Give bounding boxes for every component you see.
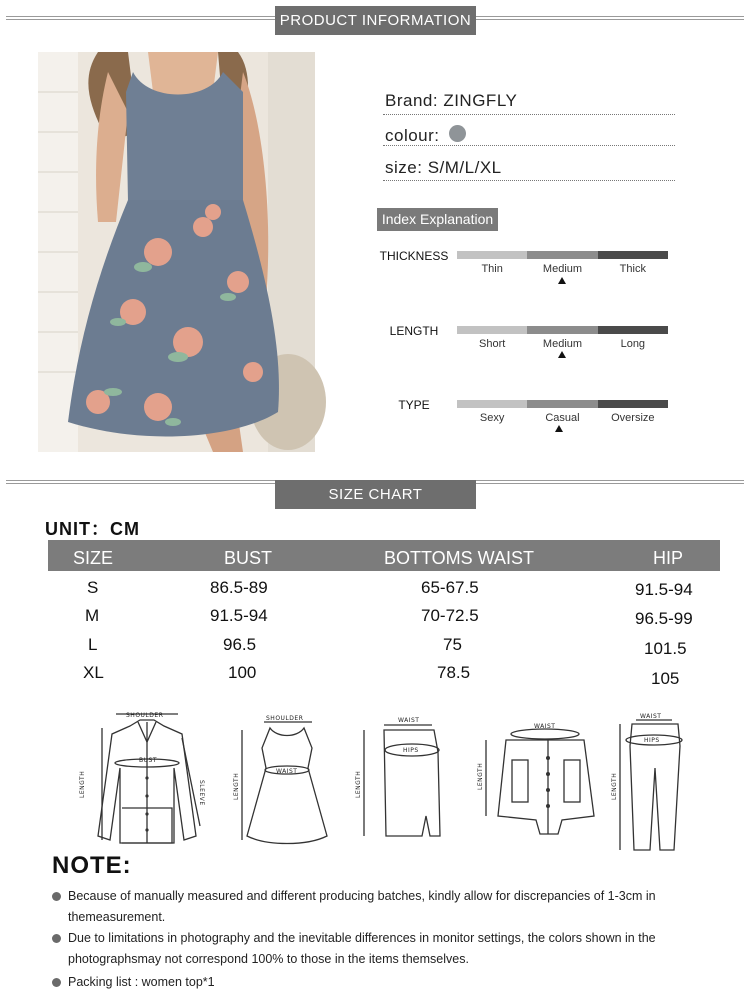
cell-hip: 101.5 [644,639,687,658]
shorts-diagram [478,708,606,853]
size-chart-banner: SIZE CHART [275,480,476,509]
table-row [48,578,720,606]
cell-bust: 86.5-89 [210,578,268,597]
thickness-seg-1 [457,251,527,259]
colour-label: colour: [385,126,440,145]
length-seg-2 [527,326,597,334]
cell-size: XL [83,663,104,682]
length-option-medium: Medium [542,338,583,350]
note-text: Due to limitations in photography and the inevitable differences in monitor settings, the colors shown in the photographsmay not correspond 100% to those in the items themselves. [68,931,656,966]
cell-hip: 105 [651,669,680,688]
length-label-jacket: LENGTH [79,770,86,798]
dress-length-label: LENGTH [233,772,240,800]
type-seg-3 [598,400,668,408]
thickness-selected-marker [558,277,566,284]
type-selected-marker [555,425,563,432]
header-bottoms-waist: BOTTOMS WAIST [384,548,535,568]
thickness-option-medium: Medium [542,263,583,275]
size-table-header [48,540,720,571]
brand-value: ZINGFLY [443,91,518,110]
dress-diagram [232,708,342,853]
header-bust: BUST [224,548,273,568]
pants-hips-label: HIPS [644,737,660,744]
product-information-banner: PRODUCT INFORMATION [275,6,476,35]
cell-bust: 96.5 [223,635,257,654]
table-row [48,635,720,663]
note-title: NOTE: [52,852,132,879]
skirt-length-label: LENGTH [355,770,362,798]
header-hip: HIP [653,548,684,568]
note-item [52,928,712,970]
cell-waist: 78.5 [437,663,471,682]
length-seg-1 [457,326,527,334]
cell-size: M [85,606,100,625]
unit-label: UNIT：CM [45,519,140,539]
cell-bust: 100 [228,663,257,682]
size-divider [383,180,675,181]
colour-swatch [449,125,466,142]
length-seg-3 [598,326,668,334]
skirt-waist-label: WAIST [398,717,420,724]
cell-hip: 91.5-94 [635,580,693,599]
type-options [457,412,668,424]
table-row [48,606,720,634]
length-option-short: Short [479,338,506,350]
cell-bust: 91.5-94 [210,606,268,625]
length-options [457,338,668,350]
thickness-option-thick: Thick [619,263,646,275]
bust-label: BUST [139,757,157,764]
thickness-option-thin: Thin [481,263,503,275]
bullet-icon [52,934,61,943]
shorts-length-label: LENGTH [477,762,484,790]
thickness-label: THICKNESS [379,249,449,263]
type-bar [457,400,668,408]
note-item [52,972,712,993]
size-label: size: [385,158,423,177]
dress-shoulder-label: SHOULDER [266,715,304,722]
size-line [385,158,673,178]
pants-length-label: LENGTH [611,772,618,800]
type-option-sexy: Sexy [479,412,505,424]
bullet-icon [52,892,61,901]
index-explanation-badge: Index Explanation [377,208,498,231]
thickness-bar [457,251,668,259]
cell-waist: 70-72.5 [421,606,479,625]
colour-line [385,125,673,146]
cell-hip: 96.5-99 [635,609,693,628]
jacket-diagram [78,708,208,853]
cell-waist: 65-67.5 [421,578,479,597]
type-seg-1 [457,400,527,408]
type-option-casual: Casual [545,412,580,424]
shoulder-label: SHOULDER [126,712,164,719]
length-option-long: Long [620,338,646,350]
type-seg-2 [527,400,597,408]
product-photo [38,52,315,452]
table-row [48,663,720,691]
colour-divider [383,145,675,146]
skirt-hips-label: HIPS [403,747,419,754]
pants-diagram [612,708,692,853]
length-bar [457,326,668,334]
note-text: Packing list : women top*1 [68,975,215,989]
brand-label: Brand: [385,91,439,110]
bullet-icon [52,978,61,987]
note-text: Because of manually measured and different producing batches, kindly allow for discrepancies of 1-3cm in themeasurement. [68,889,656,924]
cell-size: S [87,578,99,597]
shorts-waist-label: WAIST [534,723,556,730]
thickness-seg-2 [527,251,597,259]
brand-line [385,91,673,111]
brand-divider [383,114,675,115]
cell-size: L [88,635,98,654]
dress-waist-label: WAIST [276,768,298,775]
note-item [52,886,712,928]
pants-waist-label: WAIST [640,713,662,720]
sleeve-label: SLEEVE [198,780,205,806]
size-values: S/M/L/XL [427,158,502,177]
length-selected-marker [558,351,566,358]
type-label: TYPE [398,398,430,412]
thickness-seg-3 [598,251,668,259]
type-option-oversize: Oversize [611,412,655,424]
header-size: SIZE [73,548,114,568]
thickness-options [457,263,668,275]
length-label: LENGTH [389,324,439,338]
skirt-diagram [352,708,452,853]
cell-waist: 75 [443,635,462,654]
